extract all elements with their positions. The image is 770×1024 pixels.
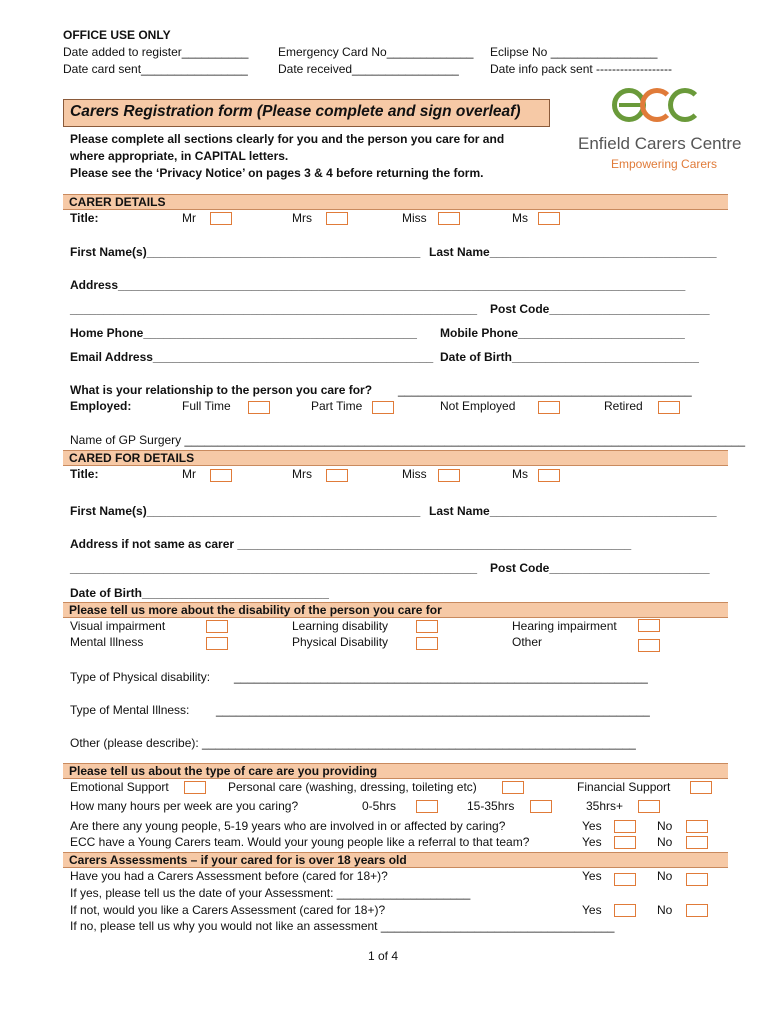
young-people-yes-checkbox[interactable]	[614, 820, 636, 833]
carer-ms-label: Ms	[512, 211, 528, 225]
cared-dob-field[interactable]: Date of Birth____________________________	[70, 586, 329, 600]
young-people-no-checkbox[interactable]	[686, 820, 708, 833]
personal-care-label: Personal care (washing, dressing, toileting etc)	[228, 780, 477, 794]
other-disability-label: Other	[512, 635, 543, 649]
young-carers-question: ECC have a Young Carers team. Would your young people like a referral to that team?	[70, 835, 530, 849]
eclipse-no-field[interactable]: Eclipse No ________________	[490, 45, 658, 59]
carer-mr-checkbox[interactable]	[210, 212, 232, 225]
carer-last-name-field[interactable]: Last Name__________________________________	[429, 245, 717, 259]
other-describe-field[interactable]: Other (please describe): _________________________________________________________________	[70, 736, 636, 750]
like-assessment-question: If not, would you like a Carers Assessment (cared for 18+)?	[70, 903, 386, 917]
carer-details-heading: CARER DETAILS	[63, 194, 728, 210]
carer-post-code-field[interactable]: Post Code________________________	[490, 302, 710, 316]
date-received-field[interactable]: Date received________________	[278, 62, 459, 76]
like-assessment-yes-checkbox[interactable]	[614, 904, 636, 917]
carer-miss-label: Miss	[402, 211, 427, 225]
like-assessment-no-checkbox[interactable]	[686, 904, 708, 917]
young-carers-yes-checkbox[interactable]	[614, 836, 636, 849]
assessments-heading: Carers Assessments – if your cared for is over 18 years old	[63, 852, 728, 868]
carer-mrs-checkbox[interactable]	[326, 212, 348, 225]
cared-mr-label: Mr	[182, 467, 196, 481]
info-pack-field[interactable]: Date info pack sent -------------------	[490, 62, 672, 76]
like-assessment-yes-label: Yes	[582, 903, 602, 917]
had-assessment-no-checkbox[interactable]	[686, 873, 708, 886]
financial-support-checkbox[interactable]	[690, 781, 712, 794]
full-time-checkbox[interactable]	[248, 401, 270, 414]
cared-ms-label: Ms	[512, 467, 528, 481]
office-heading: OFFICE USE ONLY	[63, 28, 171, 42]
carer-mobile-phone-field[interactable]: Mobile Phone_________________________	[440, 326, 685, 340]
cared-post-code-field[interactable]: Post Code________________________	[490, 561, 710, 575]
date-card-sent-field[interactable]: Date card sent________________	[63, 62, 248, 76]
type-physical-label: Type of Physical disability:	[70, 670, 211, 684]
visual-impairment-label: Visual impairment	[70, 619, 166, 633]
cared-for-heading: CARED FOR DETAILS	[63, 450, 728, 466]
cared-ms-checkbox[interactable]	[538, 469, 560, 482]
carer-ms-checkbox[interactable]	[538, 212, 560, 225]
relationship-field[interactable]: ____________________________________________	[398, 383, 692, 397]
had-assessment-question: Have you had a Carers Assessment before (cared for 18+)?	[70, 869, 388, 883]
cared-title-label: Title:	[70, 467, 99, 481]
part-time-label: Part Time	[311, 399, 363, 413]
physical-disability-checkbox[interactable]	[416, 637, 438, 650]
cared-last-name-field[interactable]: Last Name__________________________________	[429, 504, 717, 518]
care-type-heading: Please tell us about the type of care are you providing	[63, 763, 728, 779]
employed-label: Employed:	[70, 399, 132, 413]
not-employed-checkbox[interactable]	[538, 401, 560, 414]
carer-address-line-2[interactable]: _____________________________________________________________	[70, 302, 478, 316]
intro-line-2: where appropriate, in CAPITAL letters.	[70, 149, 289, 163]
logo-e-bar	[619, 103, 641, 107]
logo-name: Enfield Carers Centre	[578, 134, 742, 153]
hearing-impairment-checkbox[interactable]	[638, 619, 660, 632]
emotional-support-label: Emotional Support	[70, 780, 169, 794]
intro-line-3: Please see the ‘Privacy Notice’ on pages 3 & 4 before returning the form.	[70, 166, 484, 180]
carer-first-name-field[interactable]: First Name(s)_________________________________________	[70, 245, 421, 259]
like-assessment-no-label: No	[657, 903, 673, 917]
visual-impairment-checkbox[interactable]	[206, 620, 228, 633]
carer-home-phone-field[interactable]: Home Phone_________________________________________	[70, 326, 417, 340]
emotional-support-checkbox[interactable]	[184, 781, 206, 794]
hours-35-plus-label: 35hrs+	[586, 799, 624, 813]
cared-address-line-2[interactable]: _____________________________________________________________	[70, 561, 478, 575]
emergency-card-field[interactable]: Emergency Card No_____________	[278, 45, 474, 59]
type-mental-field[interactable]: _________________________________________________________________	[216, 703, 650, 717]
young-carers-yes-label: Yes	[582, 835, 602, 849]
carer-email-field[interactable]: Email Address__________________________________________	[70, 350, 434, 364]
physical-disability-label: Physical Disability	[292, 635, 389, 649]
type-physical-field[interactable]: ______________________________________________________________	[234, 670, 648, 684]
type-mental-label: Type of Mental Illness:	[70, 703, 190, 717]
full-time-label: Full Time	[182, 399, 231, 413]
carer-dob-field[interactable]: Date of Birth____________________________	[440, 350, 699, 364]
had-assessment-no-label: No	[657, 869, 673, 883]
mental-illness-checkbox[interactable]	[206, 637, 228, 650]
intro-line-1: Please complete all sections clearly for you and the person you care for and	[70, 132, 505, 146]
hours-question: How many hours per week are you caring?	[70, 799, 299, 813]
form-title: Carers Registration form (Please complete and sign overleaf)	[63, 99, 550, 127]
hours-0-5-checkbox[interactable]	[416, 800, 438, 813]
carer-mr-label: Mr	[182, 211, 196, 225]
other-disability-checkbox[interactable]	[638, 639, 660, 652]
retired-checkbox[interactable]	[658, 401, 680, 414]
cared-first-name-field[interactable]: First Name(s)_________________________________________	[70, 504, 421, 518]
young-people-yes-label: Yes	[582, 819, 602, 833]
hours-15-35-label: 15-35hrs	[467, 799, 515, 813]
carer-address-field[interactable]: Address_____________________________________________________________________________________	[70, 278, 686, 292]
had-assessment-yes-label: Yes	[582, 869, 602, 883]
young-carers-no-label: No	[657, 835, 673, 849]
not-employed-label: Not Employed	[440, 399, 516, 413]
logo-c-ring-2	[668, 88, 702, 122]
personal-care-checkbox[interactable]	[502, 781, 524, 794]
hearing-impairment-label: Hearing impairment	[512, 619, 617, 633]
young-carers-no-checkbox[interactable]	[686, 836, 708, 849]
cared-miss-label: Miss	[402, 467, 427, 481]
hours-0-5-label: 0-5hrs	[362, 799, 397, 813]
young-people-no-label: No	[657, 819, 673, 833]
carer-mrs-label: Mrs	[292, 211, 312, 225]
cared-address-field[interactable]: Address if not same as carer ___________________________________________________________	[70, 537, 632, 551]
had-assessment-yes-checkbox[interactable]	[614, 873, 636, 886]
carer-title-label: Title:	[70, 211, 99, 225]
disability-heading: Please tell us more about the disability of the person you care for	[63, 602, 728, 618]
why-not-assessment-field[interactable]: If no, please tell us why you would not like an assessment ___________________________________	[70, 919, 615, 933]
relationship-label: What is your relationship to the person you care for?	[70, 383, 373, 397]
gp-surgery-field[interactable]: Name of GP Surgery ____________________________________________________________________________________	[70, 433, 746, 447]
page-number: 1 of 4	[368, 949, 399, 963]
learning-disability-label: Learning disability	[292, 619, 389, 633]
retired-label: Retired	[604, 399, 643, 413]
cared-mr-checkbox[interactable]	[210, 469, 232, 482]
hours-35-plus-checkbox[interactable]	[638, 800, 660, 813]
financial-support-label: Financial Support	[577, 780, 671, 794]
learning-disability-checkbox[interactable]	[416, 620, 438, 633]
carer-miss-checkbox[interactable]	[438, 212, 460, 225]
logo-tagline: Empowering Carers	[611, 157, 718, 171]
cared-mrs-label: Mrs	[292, 467, 312, 481]
part-time-checkbox[interactable]	[372, 401, 394, 414]
mental-illness-label: Mental Illness	[70, 635, 144, 649]
young-people-question: Are there any young people, 5-19 years who are involved in or affected by caring?	[70, 819, 506, 833]
cared-miss-checkbox[interactable]	[438, 469, 460, 482]
cared-mrs-checkbox[interactable]	[326, 469, 348, 482]
assessment-date-field[interactable]: If yes, please tell us the date of your Assessment: ____________________	[70, 886, 471, 900]
hours-15-35-checkbox[interactable]	[530, 800, 552, 813]
date-added-field[interactable]: Date added to register__________	[63, 45, 249, 59]
